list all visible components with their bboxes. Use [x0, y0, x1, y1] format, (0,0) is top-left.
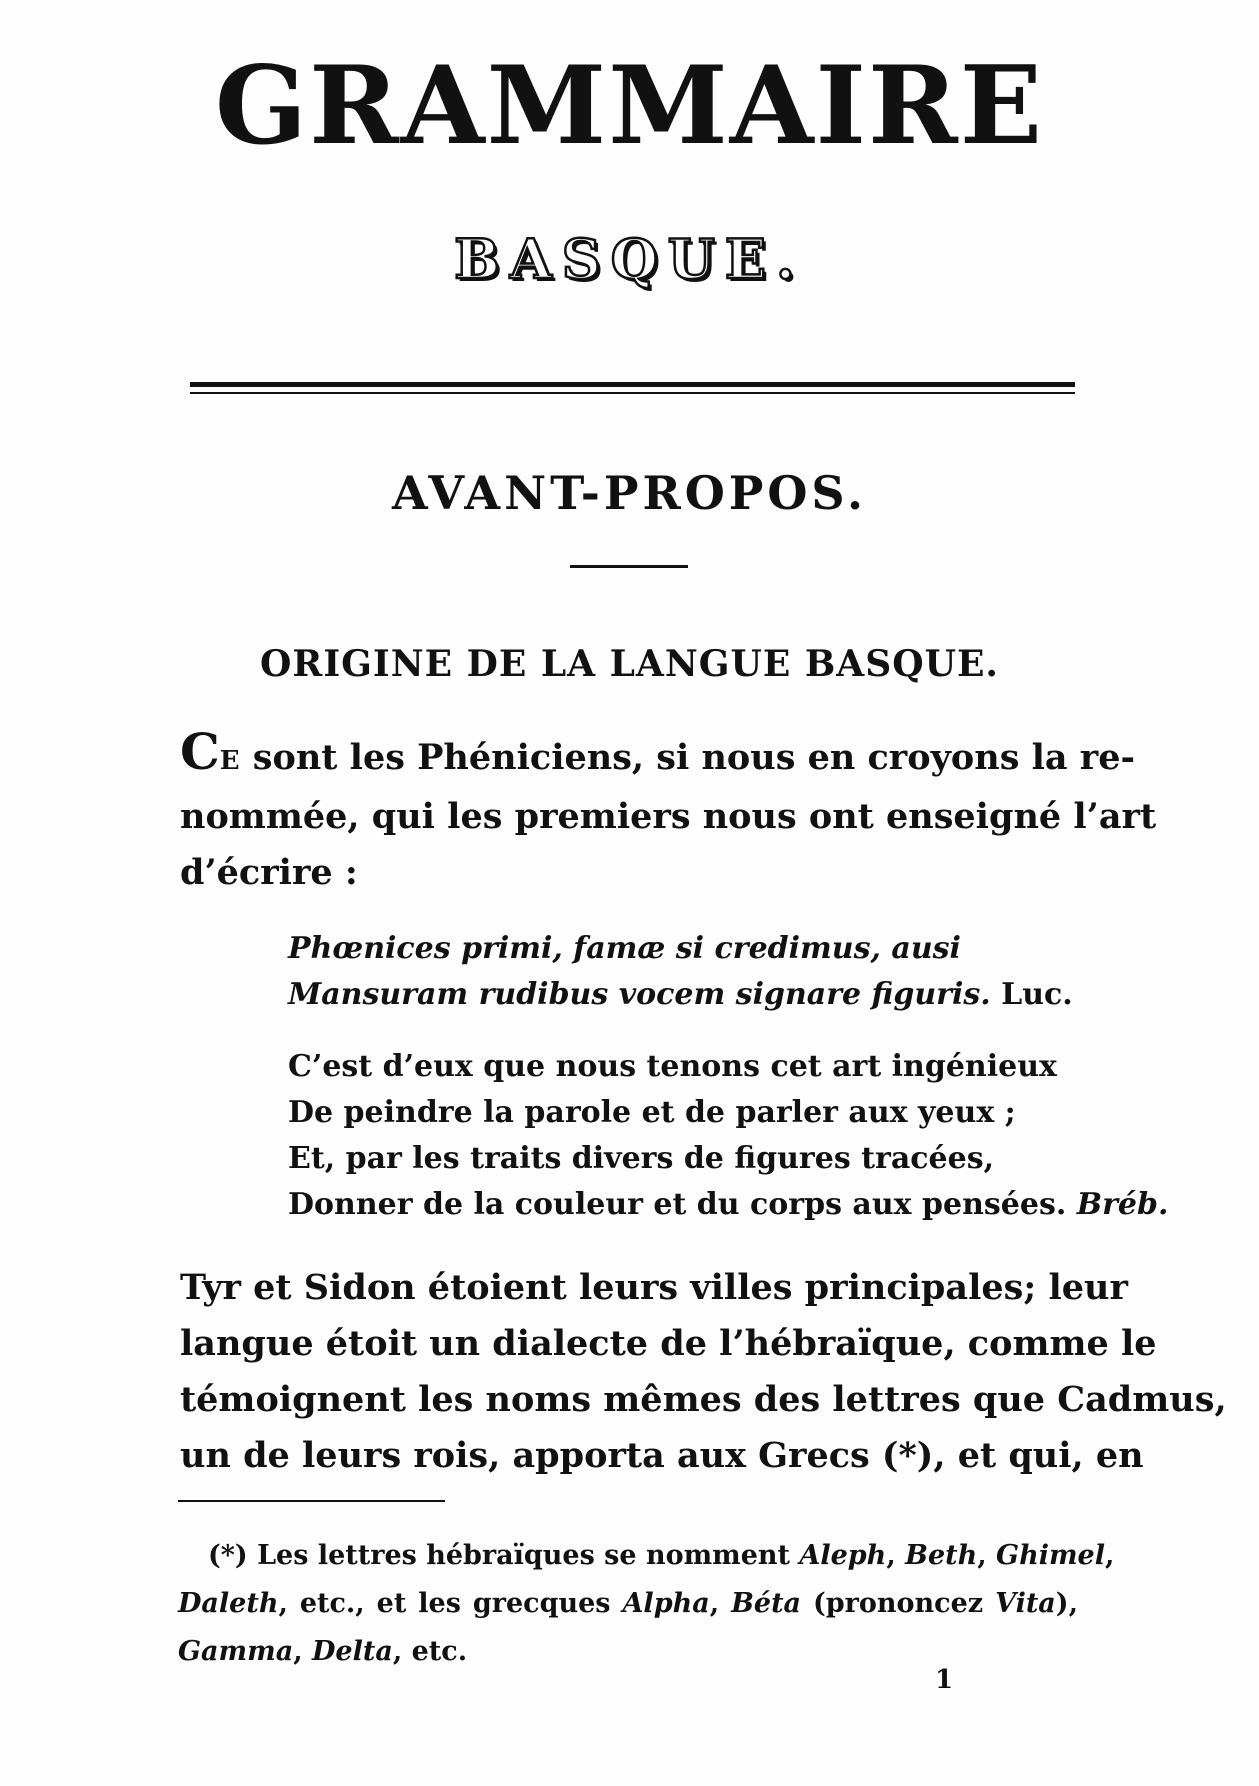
drop-cap: C [180, 722, 220, 781]
footnote [178, 1532, 1115, 1676]
small-cap: E [219, 746, 241, 776]
latin-verse-line-1: Phœnices primi, famæ si credimus, ausi [288, 931, 961, 966]
page-number: 1 [935, 1665, 954, 1695]
french-verse-line-4 [288, 1182, 1169, 1228]
footnote-delta: Delta [312, 1636, 393, 1667]
section-heading: ORIGINE DE LA LANGUE BASQUE. [260, 643, 999, 685]
footnote-comma: , [886, 1540, 906, 1571]
footnote-daleth: Daleth [178, 1588, 279, 1619]
footnote-comma: , [709, 1588, 732, 1619]
footnote-rule [178, 1500, 445, 1502]
french-verse-line-4-text: Donner de la couleur et du corps aux pensées. [288, 1187, 1067, 1222]
footnote-alpha: Alpha [622, 1588, 710, 1619]
paragraph-2-line-2: langue étoit un dialecte de l’hébraïque, comme le [180, 1323, 1157, 1364]
footnote-line-1 [178, 1532, 1115, 1580]
footnote-vita: Vita [995, 1588, 1056, 1619]
footnote-text: , etc., et les grecques [278, 1588, 623, 1619]
footnote-text: ), [1055, 1588, 1078, 1619]
french-quotation [288, 1044, 1169, 1228]
footnote-beth: Beth [905, 1540, 978, 1571]
footnote-aleph: Aleph [799, 1540, 887, 1571]
footnote-ghimel: Ghimel [996, 1540, 1105, 1571]
french-verse-source: Bréb. [1076, 1187, 1169, 1222]
footnote-comma: , [1105, 1540, 1115, 1571]
french-verse-line-1: C’est d’eux que nous tenons cet art ingénieux [288, 1049, 1057, 1084]
paragraph-2-line-3: témoignent les noms mêmes des lettres que Cadmus, [180, 1379, 1227, 1420]
footnote-gamma: Gamma [178, 1636, 294, 1667]
latin-verse-source: Luc. [1001, 977, 1073, 1012]
latin-verse-line-2 [288, 972, 1088, 1018]
french-verse-line-2: De peindre la parole et de parler aux yeux ; [288, 1095, 1016, 1130]
footnote-comma: , [293, 1636, 312, 1667]
paragraph-2-line-1: Tyr et Sidon étoient leurs villes principales; leur [180, 1267, 1128, 1308]
latin-quotation [288, 926, 1088, 1018]
paragraph-1-line-3: d’écrire : [180, 852, 358, 893]
footnote-text: Les lettres hébraïques se nomment [247, 1540, 800, 1571]
footnote-line-2 [178, 1580, 1078, 1628]
book-title: GRAMMAIRE [214, 43, 1045, 169]
chapter-heading: AVANT-PROPOS. [391, 466, 868, 520]
book-subtitle: BASQUE. [454, 227, 805, 291]
paragraph-2-line-4: un de leurs rois, apporta aux Grecs (*), et qui, en [180, 1435, 1144, 1476]
footnote-text: , etc. [392, 1636, 468, 1667]
paragraph-1-line-1-text: sont les Phéniciens, si nous en croyons la re- [240, 737, 1136, 778]
footnote-marker: (*) [208, 1540, 248, 1571]
paragraph-2 [180, 1260, 1227, 1484]
footnote-beta: Béta [731, 1588, 802, 1619]
double-rule-thick [190, 382, 1075, 387]
footnote-comma: , [977, 1540, 997, 1571]
paragraph-1-line-1 [180, 722, 1136, 789]
footnote-text: (prononcez [801, 1588, 996, 1619]
latin-verse-line-2-text: Mansuram rudibus vocem signare figuris. [288, 977, 991, 1012]
paragraph-1-line-2: nommée, qui les premiers nous ont enseigné l’art [180, 796, 1157, 837]
french-verse-line-3: Et, par les traits divers de figures tracées, [288, 1141, 995, 1176]
double-rule-thin [190, 392, 1075, 394]
paragraph-1 [180, 722, 1157, 901]
heading-rule [570, 565, 688, 568]
